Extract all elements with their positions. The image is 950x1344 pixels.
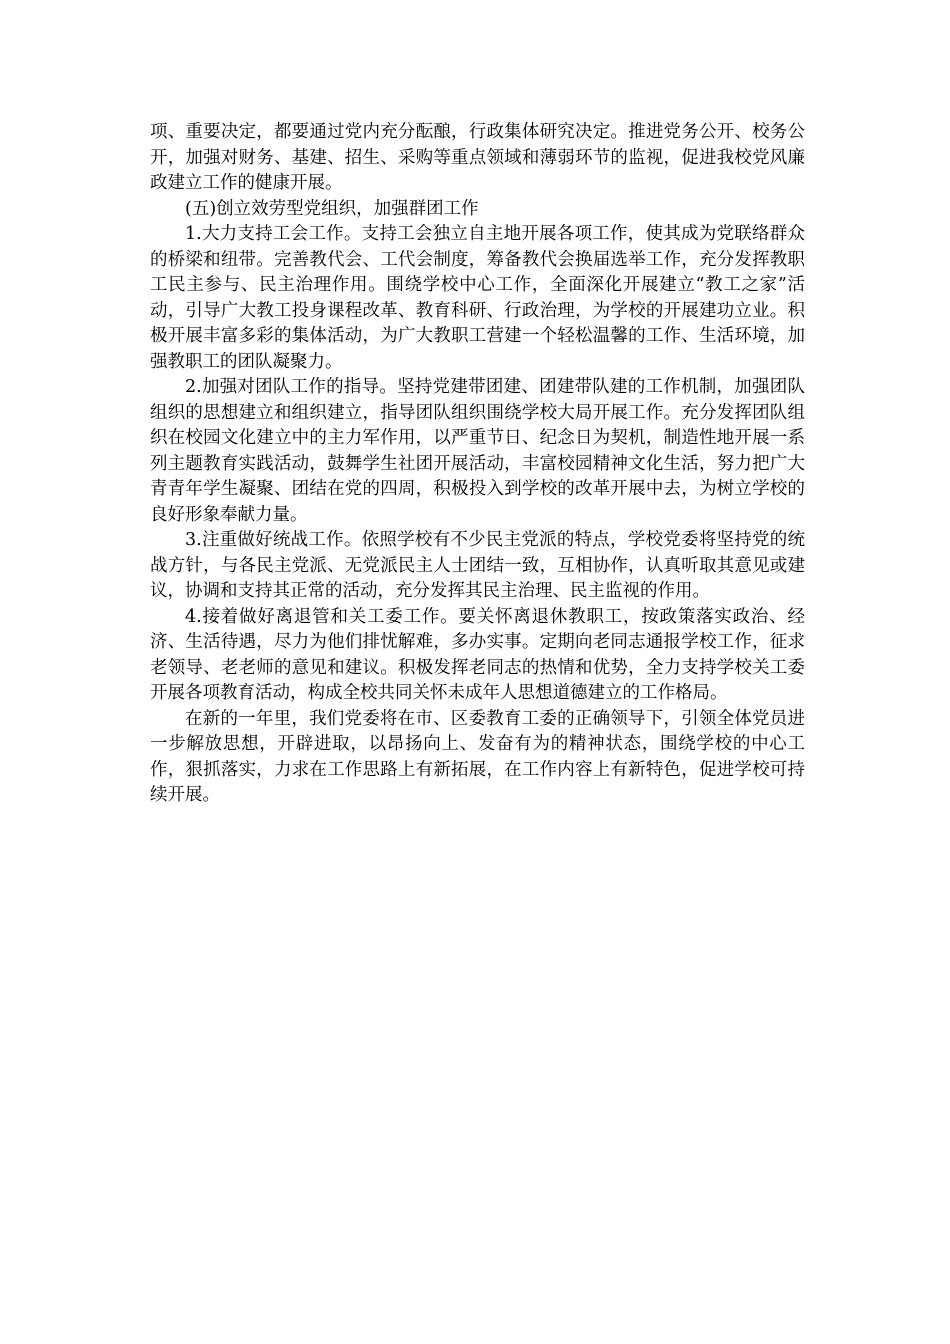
document-page [150, 120, 805, 809]
paragraph-retirees: 4.接着做好离退管和关工委工作。要关怀离退休教职工，按政策落实政治、经济、生活待遇，尽力为他们排忧解难，多办实事。定期向老同志通报学校工作，征求老领导、老老师的意见和建议。积极发挥老同志的热情和优势，全力支持学校关工委开展各项教育活动，构成全校共同关怀未成年人思想道德建立的工作格局。 [150, 606, 805, 703]
paragraph-team-work: 2.加强对团队工作的指导。坚持党建带团建、团建带队建的工作机制，加强团队组织的思想建立和组织建立，指导团队组织围绕学校大局开展工作。充分发挥团队组织在校园文化建立中的主力军作用，以严重节日、纪念日为契机，制造性地开展一系列主题教育实践活动，鼓舞学生社团开展活动，丰富校园精神文化生活，努力把广大青青年学生凝聚、团结在党的四周，积极投入到学校的改革开展中去，为树立学校的良好形象奉献力量。 [150, 377, 805, 525]
paragraph-continuation: 项、重要决定，都要通过党内充分酝酿，行政集体研究决定。推进党务公开、校务公开，加强对财务、基建、招生、采购等重点领域和薄弱环节的监视，促进我校党风廉政建立工作的健康开展。 [150, 122, 805, 193]
paragraph-union-work: 1.大力支持工会工作。支持工会独立自主地开展各项工作，使其成为党联络群众的桥梁和纽带。完善教代会、工代会制度，筹备教代会换届选举工作，充分发挥教职工民主参与、民主治理作用。围绕学校中心工作，全面深化开展建立“教工之家”活动，引导广大教工投身课程改革、教育科研、行政治理，为学校的开展建功立业。积极开展丰富多彩的集体活动，为广大教职工营建一个轻松温馨的工作、生活环境，加强教职工的团队凝聚力。 [150, 224, 805, 372]
paragraph-united-front: 3.注重做好统战工作。依照学校有不少民主党派的特点，学校党委将坚持党的统战方针，与各民主党派、无党派民主人士团结一致，互相协作，认真听取其意见或建议，协调和支持其正常的活动，充分发挥其民主治理、民主监视的作用。 [150, 530, 805, 601]
section-heading: (五)创立效劳型党组织，加强群团工作 [185, 198, 479, 219]
paragraph-conclusion: 在新的一年里，我们党委将在市、区委教育工委的正确领导下，引领全体党员进一步解放思想，开辟进取，以昂扬向上、发奋有为的精神状态，围绕学校的中心工作，狠抓落实，力求在工作思路上有新拓展，在工作内容上有新特色，促进学校可持续开展。 [150, 708, 805, 805]
